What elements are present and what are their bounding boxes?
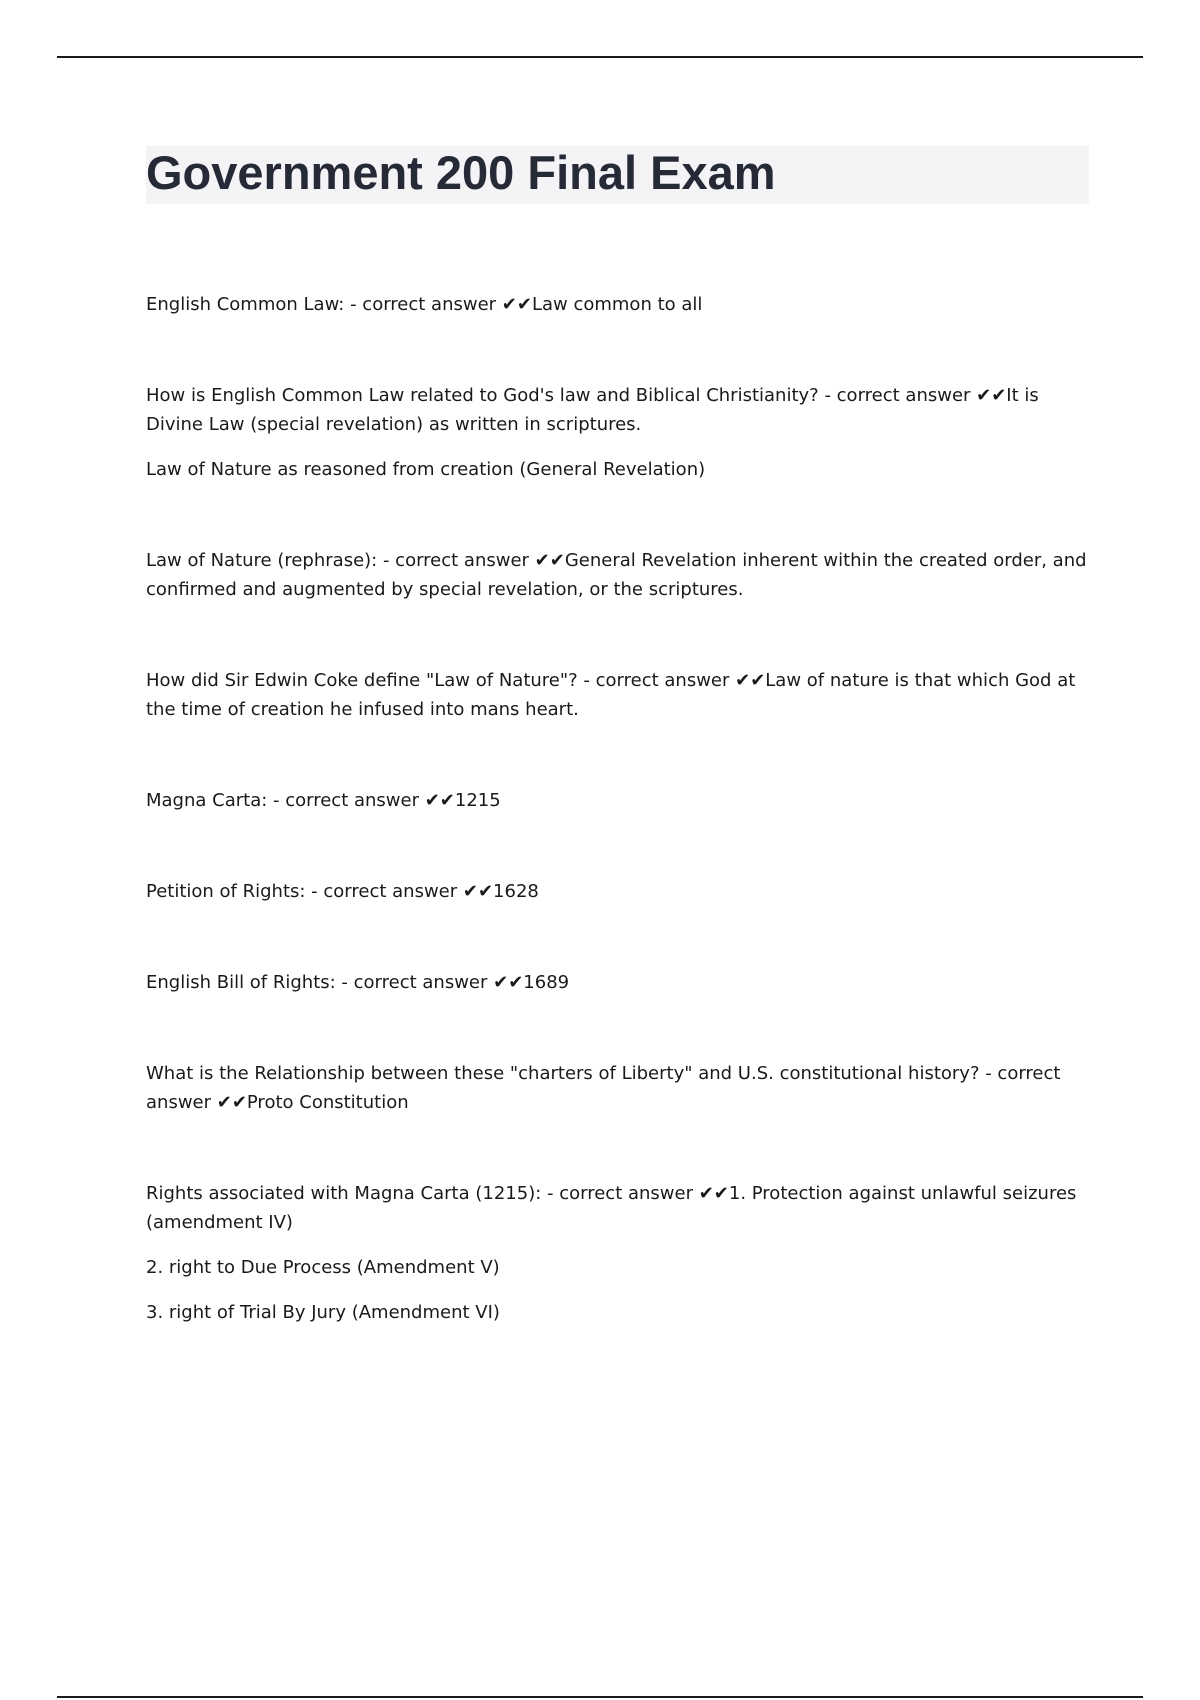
qa-entry (146, 968, 1089, 997)
qa-entry (146, 877, 1089, 906)
qa-text: 2. right to Due Process (Amendment V) (146, 1257, 500, 1278)
qa-text: What is the Relationship between these "charters of Liberty" and U.S. constitutional history? - correct answer ✔✔Proto Constitution (146, 1063, 1061, 1113)
qa-text: How did Sir Edwin Coke define "Law of Nature"? - correct answer ✔✔Law of nature is that which God at the time of creation he infused into mans heart. (146, 670, 1076, 720)
qa-entry (146, 381, 1089, 484)
qa-list (146, 290, 1089, 1389)
qa-entry (146, 1179, 1089, 1327)
qa-text: 3. right of Trial By Jury (Amendment VI) (146, 1302, 500, 1323)
page-title: Government 200 Final Exam (146, 146, 776, 199)
qa-entry (146, 1059, 1089, 1117)
qa-text: English Bill of Rights: - correct answer ✔✔1689 (146, 972, 570, 993)
qa-text: Petition of Rights: - correct answer ✔✔1628 (146, 881, 539, 902)
qa-entry (146, 290, 1089, 319)
qa-text: Law of Nature (rephrase): - correct answer ✔✔General Revelation inherent within the created order, and confirmed and augmented by special revelation, or the scriptures. (146, 550, 1087, 600)
qa-text: Magna Carta: - correct answer ✔✔1215 (146, 790, 501, 811)
qa-entry (146, 786, 1089, 815)
footer-rule (57, 1696, 1143, 1698)
header-rule (57, 56, 1143, 58)
qa-entry (146, 666, 1089, 724)
qa-text: How is English Common Law related to God's law and Biblical Christianity? - correct answer ✔✔It is Divine Law (special revelation) as written in scriptures. (146, 385, 1039, 435)
qa-text: Rights associated with Magna Carta (1215): - correct answer ✔✔1. Protection against unlawful seizures (amendment IV) (146, 1183, 1077, 1233)
qa-text: English Common Law: - correct answer ✔✔Law common to all (146, 294, 703, 315)
qa-entry (146, 546, 1089, 604)
qa-text: Law of Nature as reasoned from creation (General Revelation) (146, 459, 706, 480)
